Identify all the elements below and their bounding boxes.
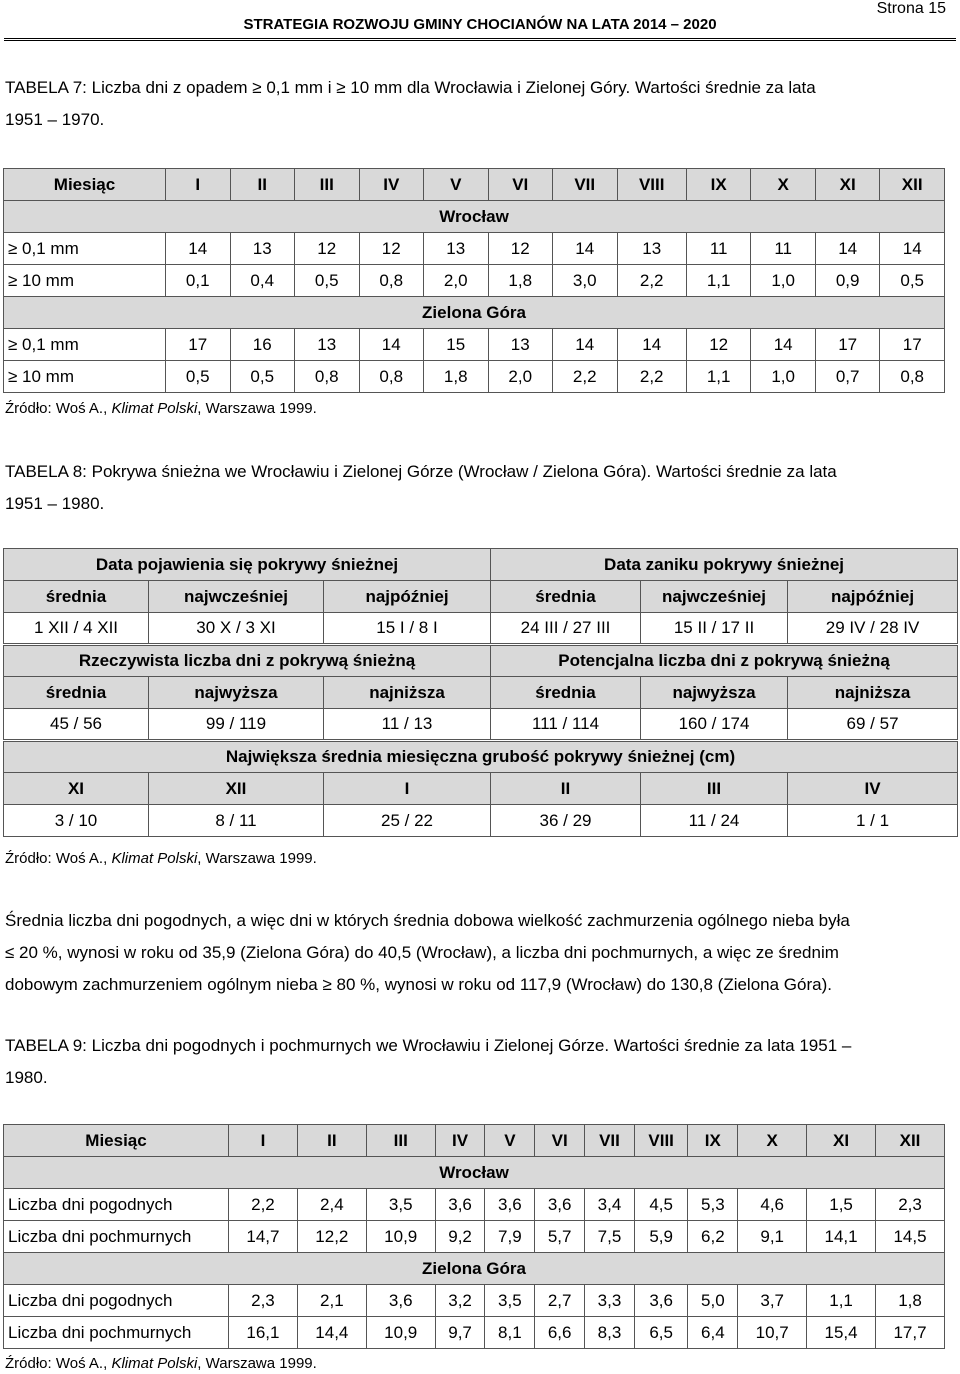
value-cell: 29 IV / 28 IV — [788, 613, 958, 645]
table7-source — [5, 400, 317, 417]
value-cell: 14 — [166, 233, 231, 265]
month-header: I — [166, 169, 231, 201]
row-label: ≥ 0,1 mm — [4, 329, 166, 361]
value-cell: 10,9 — [366, 1221, 435, 1253]
paragraph-line: ≤ 20 %, wynosi w roku od 35,9 (Zielona Góra) do 40,5 (Wrocław), a liczba dni pochmurnych, a więc ze średnim — [5, 943, 839, 962]
value-cell: 2,7 — [535, 1285, 585, 1317]
row-label: Liczba dni pochmurnych — [4, 1317, 229, 1349]
value-cell: 2,2 — [229, 1189, 298, 1221]
value-cell: 12 — [359, 233, 424, 265]
month-header: VIII — [617, 169, 686, 201]
value-cell: 5,0 — [688, 1285, 738, 1317]
value-cell: 14,4 — [297, 1317, 366, 1349]
value-cell: 15 — [424, 329, 489, 361]
value-cell: 2,1 — [297, 1285, 366, 1317]
value-cell: 160 / 174 — [641, 709, 788, 741]
row-label: Liczba dni pogodnych — [4, 1285, 229, 1317]
table7-caption-line1: TABELA 7: Liczba dni z opadem ≥ 0,1 mm i ≥ 10 mm dla Wrocławia i Zielonej Góry. Wartości średnie za lata — [5, 78, 816, 97]
month-header: I — [229, 1125, 298, 1157]
month-header: II — [297, 1125, 366, 1157]
value-cell: 17,7 — [876, 1317, 945, 1349]
section-header: Wrocław — [4, 1157, 945, 1189]
value-cell: 69 / 57 — [788, 709, 958, 741]
value-cell: 6,5 — [634, 1317, 688, 1349]
value-cell: 0,5 — [295, 265, 360, 297]
source-title: Klimat Polski — [111, 850, 198, 867]
subheader-cell: I — [324, 773, 491, 805]
value-cell: 12 — [686, 329, 751, 361]
paragraph-line: dobowym zachmurzeniem ogólnym nieba ≥ 80 %, wynosi w roku od 117,9 (Wrocław) do 130,8 (Zielona Góra). — [5, 975, 832, 994]
value-cell: 0,8 — [295, 361, 360, 393]
value-cell: 7,9 — [485, 1221, 535, 1253]
value-cell: 14,1 — [807, 1221, 876, 1253]
value-cell: 2,2 — [617, 361, 686, 393]
value-cell: 1,1 — [686, 265, 751, 297]
value-cell: 16 — [230, 329, 295, 361]
value-cell: 14 — [359, 329, 424, 361]
value-cell: 2,0 — [424, 265, 489, 297]
row-label: Liczba dni pogodnych — [4, 1189, 229, 1221]
value-cell: 12,2 — [297, 1221, 366, 1253]
table9-caption-line2: 1980. — [5, 1068, 48, 1087]
month-header: Miesiąc — [4, 1125, 229, 1157]
value-cell: 16,1 — [229, 1317, 298, 1349]
subheader-cell: najpóźniej — [788, 581, 958, 613]
section-header: Zielona Góra — [4, 1253, 945, 1285]
table7-caption-line2: 1951 – 1970. — [5, 110, 105, 129]
source-text: , Warszawa 1999. — [197, 850, 317, 867]
actual-snow-days-header: Rzeczywista liczba dni z pokrywą śnieżną — [4, 645, 491, 677]
value-cell: 11 / 13 — [324, 709, 491, 741]
value-cell: 1 / 1 — [788, 805, 958, 837]
value-cell: 2,2 — [553, 361, 618, 393]
table-row — [4, 1285, 945, 1317]
value-cell: 3 / 10 — [4, 805, 149, 837]
value-cell: 3,2 — [435, 1285, 485, 1317]
value-cell: 3,6 — [634, 1285, 688, 1317]
value-cell: 14 — [751, 329, 816, 361]
value-cell: 14 — [880, 233, 945, 265]
cloudiness-paragraph — [5, 905, 950, 1001]
table9-source — [5, 1355, 317, 1372]
value-cell: 11 — [686, 233, 751, 265]
value-cell: 14,7 — [229, 1221, 298, 1253]
value-cell: 0,4 — [230, 265, 295, 297]
value-cell: 12 — [295, 233, 360, 265]
value-cell: 1,5 — [807, 1189, 876, 1221]
subheader-cell: średnia — [4, 581, 149, 613]
value-cell: 4,6 — [738, 1189, 807, 1221]
subheader-cell: średnia — [491, 677, 641, 709]
source-title: Klimat Polski — [111, 400, 198, 417]
source-text: , Warszawa 1999. — [197, 400, 317, 417]
month-header: XII — [880, 169, 945, 201]
value-cell: 1,8 — [424, 361, 489, 393]
value-cell: 8,3 — [585, 1317, 635, 1349]
subheader-cell: II — [491, 773, 641, 805]
value-cell: 15,4 — [807, 1317, 876, 1349]
value-cell: 2,2 — [617, 265, 686, 297]
source-text: Źródło: Woś A., — [5, 850, 112, 867]
value-cell: 3,3 — [585, 1285, 635, 1317]
value-cell: 11 — [751, 233, 816, 265]
value-cell: 2,3 — [876, 1189, 945, 1221]
subheader-cell: XII — [149, 773, 324, 805]
value-cell: 0,1 — [166, 265, 231, 297]
source-text: , Warszawa 1999. — [197, 1355, 317, 1372]
value-cell: 6,4 — [688, 1317, 738, 1349]
value-cell: 14 — [815, 233, 880, 265]
table9-caption-line1: TABELA 9: Liczba dni pogodnych i pochmurnych we Wrocławiu i Zielonej Górze. Wartości średnie za lata 1951 – — [5, 1036, 852, 1055]
value-cell: 5,9 — [634, 1221, 688, 1253]
table-row — [4, 1317, 945, 1349]
value-cell: 4,5 — [634, 1189, 688, 1221]
value-cell: 1,0 — [751, 361, 816, 393]
month-header: Miesiąc — [4, 169, 166, 201]
month-header: IV — [359, 169, 424, 201]
value-cell: 36 / 29 — [491, 805, 641, 837]
value-cell: 25 / 22 — [324, 805, 491, 837]
value-cell: 10,9 — [366, 1317, 435, 1349]
section-header: Wrocław — [4, 201, 945, 233]
row-label: ≥ 10 mm — [4, 265, 166, 297]
subheader-cell: średnia — [491, 581, 641, 613]
table7-caption — [5, 72, 950, 136]
table-row — [4, 1221, 945, 1253]
value-cell: 14 — [617, 329, 686, 361]
value-cell: 111 / 114 — [491, 709, 641, 741]
value-cell: 1,8 — [488, 265, 553, 297]
table7 — [3, 168, 945, 393]
value-cell: 15 II / 17 II — [641, 613, 788, 645]
value-cell: 13 — [617, 233, 686, 265]
value-cell: 1 XII / 4 XII — [4, 613, 149, 645]
value-cell: 0,8 — [880, 361, 945, 393]
value-cell: 0,7 — [815, 361, 880, 393]
value-cell: 99 / 119 — [149, 709, 324, 741]
value-cell: 15 I / 8 I — [324, 613, 491, 645]
month-header: III — [366, 1125, 435, 1157]
table8 — [3, 548, 958, 837]
value-cell: 0,8 — [359, 265, 424, 297]
subheader-cell: średnia — [4, 677, 149, 709]
source-text: Źródło: Woś A., — [5, 1355, 112, 1372]
value-cell: 6,2 — [688, 1221, 738, 1253]
value-cell: 2,4 — [297, 1189, 366, 1221]
table8-caption — [5, 456, 950, 520]
month-header: IV — [435, 1125, 485, 1157]
value-cell: 3,6 — [535, 1189, 585, 1221]
value-cell: 5,3 — [688, 1189, 738, 1221]
value-cell: 7,5 — [585, 1221, 635, 1253]
value-cell: 9,1 — [738, 1221, 807, 1253]
source-title: Klimat Polski — [111, 1355, 198, 1372]
value-cell: 13 — [488, 329, 553, 361]
value-cell: 6,6 — [535, 1317, 585, 1349]
value-cell: 0,9 — [815, 265, 880, 297]
source-text: Źródło: Woś A., — [5, 400, 112, 417]
month-header: VI — [535, 1125, 585, 1157]
value-cell: 10,7 — [738, 1317, 807, 1349]
table9-caption — [5, 1030, 950, 1094]
value-cell: 24 III / 27 III — [491, 613, 641, 645]
section-header: Zielona Góra — [4, 297, 945, 329]
subheader-cell: najwcześniej — [641, 581, 788, 613]
subheader-cell: IV — [788, 773, 958, 805]
subheader-cell: III — [641, 773, 788, 805]
month-header: VII — [553, 169, 618, 201]
row-label: ≥ 0,1 mm — [4, 233, 166, 265]
value-cell: 13 — [295, 329, 360, 361]
value-cell: 0,5 — [880, 265, 945, 297]
month-header: V — [485, 1125, 535, 1157]
month-header: VIII — [634, 1125, 688, 1157]
table-row — [4, 265, 945, 297]
value-cell: 11 / 24 — [641, 805, 788, 837]
table8-caption-line1: TABELA 8: Pokrywa śnieżna we Wrocławiu i Zielonej Górze (Wrocław / Zielona Góra). Wartości średnie za lata — [5, 462, 837, 481]
value-cell: 30 X / 3 XI — [149, 613, 324, 645]
value-cell: 1,1 — [807, 1285, 876, 1317]
value-cell: 3,6 — [435, 1189, 485, 1221]
subheader-cell: najniższa — [324, 677, 491, 709]
month-header: XII — [876, 1125, 945, 1157]
month-header: IX — [688, 1125, 738, 1157]
value-cell: 3,6 — [485, 1189, 535, 1221]
month-header: XI — [807, 1125, 876, 1157]
table-row — [4, 361, 945, 393]
month-header: VII — [585, 1125, 635, 1157]
value-cell: 3,5 — [366, 1189, 435, 1221]
value-cell: 5,7 — [535, 1221, 585, 1253]
table8-caption-line2: 1951 – 1980. — [5, 494, 105, 513]
month-header: X — [751, 169, 816, 201]
row-label: Liczba dni pochmurnych — [4, 1221, 229, 1253]
value-cell: 13 — [230, 233, 295, 265]
value-cell: 17 — [166, 329, 231, 361]
subheader-cell: najpóźniej — [324, 581, 491, 613]
value-cell: 1,8 — [876, 1285, 945, 1317]
month-header: VI — [488, 169, 553, 201]
value-cell: 9,7 — [435, 1317, 485, 1349]
table-row — [4, 233, 945, 265]
value-cell: 1,0 — [751, 265, 816, 297]
month-header: XI — [815, 169, 880, 201]
value-cell: 3,0 — [553, 265, 618, 297]
value-cell: 17 — [880, 329, 945, 361]
table9 — [3, 1124, 945, 1349]
potential-snow-days-header: Potencjalna liczba dni z pokrywą śnieżną — [491, 645, 958, 677]
value-cell: 0,5 — [230, 361, 295, 393]
value-cell: 2,3 — [229, 1285, 298, 1317]
value-cell: 14,5 — [876, 1221, 945, 1253]
snow-appearance-header: Data pojawienia się pokrywy śnieżnej — [4, 549, 491, 581]
page-number: Strona 15 — [876, 0, 946, 17]
value-cell: 9,2 — [435, 1221, 485, 1253]
value-cell: 12 — [488, 233, 553, 265]
month-header: II — [230, 169, 295, 201]
subheader-cell: najniższa — [788, 677, 958, 709]
value-cell: 2,0 — [488, 361, 553, 393]
subheader-cell: najwcześniej — [149, 581, 324, 613]
document-header: STRATEGIA ROZWOJU GMINY CHOCIANÓW NA LATA 2014 – 2020 — [243, 16, 717, 33]
value-cell: 0,5 — [166, 361, 231, 393]
value-cell: 8 / 11 — [149, 805, 324, 837]
value-cell: 8,1 — [485, 1317, 535, 1349]
table-row — [4, 329, 945, 361]
value-cell: 3,5 — [485, 1285, 535, 1317]
header-divider — [4, 38, 956, 41]
month-header: IX — [686, 169, 751, 201]
value-cell: 17 — [815, 329, 880, 361]
table8-source — [5, 850, 317, 867]
row-label: ≥ 10 mm — [4, 361, 166, 393]
snow-disappearance-header: Data zaniku pokrywy śnieżnej — [491, 549, 958, 581]
subheader-cell: najwyższa — [641, 677, 788, 709]
subheader-cell: najwyższa — [149, 677, 324, 709]
value-cell: 3,6 — [366, 1285, 435, 1317]
value-cell: 13 — [424, 233, 489, 265]
subheader-cell: XI — [4, 773, 149, 805]
month-header: X — [738, 1125, 807, 1157]
value-cell: 45 / 56 — [4, 709, 149, 741]
month-header: V — [424, 169, 489, 201]
value-cell: 0,8 — [359, 361, 424, 393]
value-cell: 3,4 — [585, 1189, 635, 1221]
max-snow-depth-header: Największa średnia miesięczna grubość pokrywy śnieżnej (cm) — [4, 741, 958, 773]
value-cell: 3,7 — [738, 1285, 807, 1317]
value-cell: 14 — [553, 329, 618, 361]
paragraph-line: Średnia liczba dni pogodnych, a więc dni w których średnia dobowa wielkość zachmurzenia ogólnego nieba była — [5, 911, 850, 930]
value-cell: 14 — [553, 233, 618, 265]
value-cell: 1,1 — [686, 361, 751, 393]
table-row — [4, 1189, 945, 1221]
month-header: III — [295, 169, 360, 201]
